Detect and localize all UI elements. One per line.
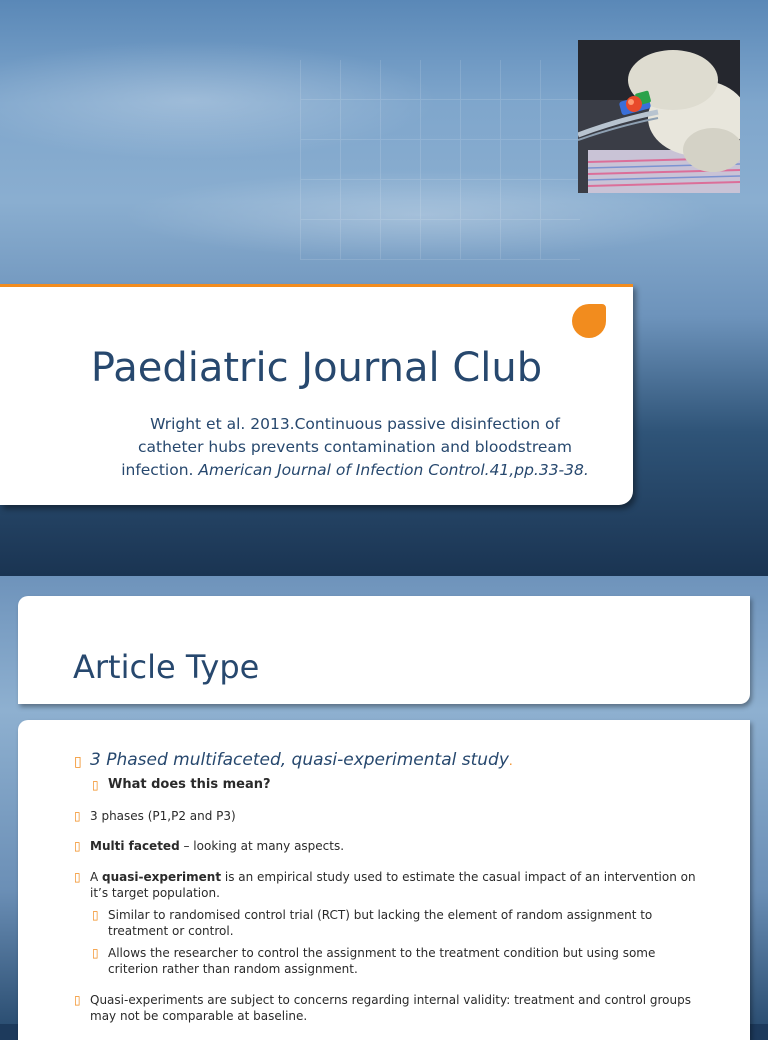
catheter-photo <box>578 40 740 193</box>
bullet-multifaceted: ▯ Multi faceted – looking at many aspects. <box>74 839 345 853</box>
sub-bullet-assignment: ▯ Allows the researcher to control the assignment to the treatment condition but using some criterion rather than random assignment. <box>92 946 656 976</box>
sub-bullet-rct: ▯ Similar to randomised control trial (RCT) but lacking the element of random assignment to treatment or control. <box>92 908 653 938</box>
bullet-validity: ▯ Quasi-experiments are subject to concerns regarding internal validity: treatment and control groups may not be comparable at baseline. <box>74 993 691 1023</box>
bullet-phases: ▯ 3 phases (P1,P2 and P3) <box>74 809 236 823</box>
orange-drop-ornament <box>572 304 606 338</box>
bullet-marker-icon: ▯ <box>74 809 81 823</box>
citation-journal: American Journal of Infection Control.41,pp.33-38. <box>198 461 589 479</box>
sub-bullet-what-mean: ▯ What does this mean? <box>92 777 271 792</box>
background-grid <box>300 60 580 260</box>
bullet-marker-icon: ▯ <box>74 993 81 1007</box>
slide-heading: Article Type <box>73 648 260 686</box>
bullet-marker-icon: ▯ <box>74 754 82 770</box>
bullet-marker-icon: ▯ <box>74 870 81 884</box>
bullet-marker-icon: ▯ <box>92 946 99 960</box>
bullet-marker-icon: ▯ <box>74 839 81 853</box>
slide-title: Paediatric Journal Club <box>90 345 543 391</box>
bullet-study-type: ▯ 3 Phased multifaceted, quasi-experimental study. <box>90 749 710 772</box>
citation-text: Wright et al. 2013.Continuous passive disinfection of catheter hubs prevents contamination and bloodstream infection. <box>121 415 572 479</box>
bullet-marker-icon: ▯ <box>92 778 99 792</box>
bullet-quasi-experiment: ▯ A quasi-experiment is an empirical study used to estimate the casual impact of an intervention on it’s target population. <box>74 870 696 900</box>
citation <box>120 413 590 482</box>
bullet-marker-icon: ▯ <box>92 908 99 922</box>
